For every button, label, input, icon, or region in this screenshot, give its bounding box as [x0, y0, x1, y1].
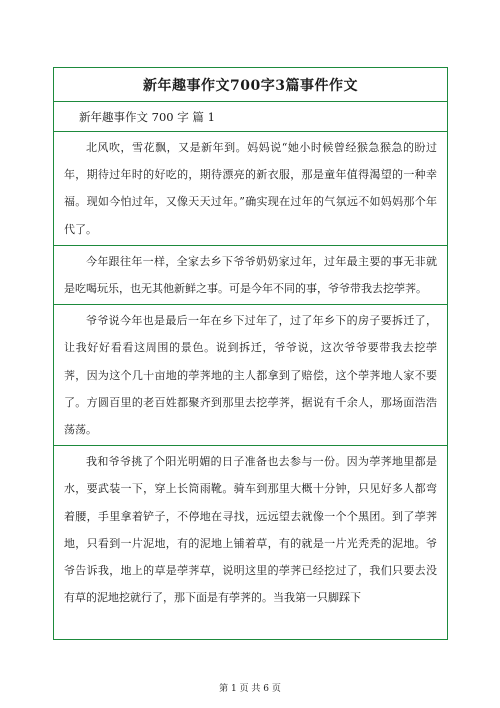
- section-heading: 新年趣事作文 700 字 篇 1: [54, 102, 447, 132]
- paragraph-3: 爷爷说今年也是最后一年在乡下过年了，过了年乡下的房子要拆迁了，让我好好看看这周围的景色。说到拆迁，爷爷说，这次爷爷要带我去挖荸荠，因为这个几十亩地的荸荠地的主人都拿到了赔偿，这个荸荠地人家不要了。方圆百里的老百姓都聚齐到那里去挖荸荠，据说有千余人，那场面浩浩荡荡。: [54, 305, 447, 446]
- paragraph-4: 我和爷爷挑了个阳光明媚的日子准备也去参与一份。因为荸荠地里都是水，要武装一下，穿上长筒雨靴。骑车到那里大概十分钟，只见好多人都弯着腰，手里拿着铲子，不停地在寻找，远远望去就像一个个黑团。到了荸荠地，只看到一片泥地，有的泥地上铺着草，有的就是一片光秃秃的泥地。爷爷告诉我，地上的草是荸荠草，说明这里的荸荠已经挖过了，我们只要去没有草的泥地挖就行了，那下面是有荸荠的。当我第一只脚踩下: [64, 455, 437, 605]
- paragraph-1: 北风吹，雪花飘，又是新年到。妈妈说“她小时候曾经猴急猴急的盼过年，期待过年时的好吃的，期待漂亮的新衣服，那是童年值得渴望的一种幸福。现如今怕过年，又像天天过年。”确实现在过年的气氛远不如妈妈那个年代了。: [54, 132, 447, 246]
- document-frame: [53, 67, 448, 640]
- paragraph-2: 今年跟往年一样，全家去乡下爷爷奶奶家过年，过年最主要的事无非就是吃喝玩乐，也无其他新鲜之事。可是今年不同的事，爷爷带我去挖荸荠。: [54, 246, 447, 305]
- document-title: 新年趣事作文700字3篇事件作文: [54, 68, 447, 102]
- page-number: 第 1 页 共 6 页: [219, 684, 281, 694]
